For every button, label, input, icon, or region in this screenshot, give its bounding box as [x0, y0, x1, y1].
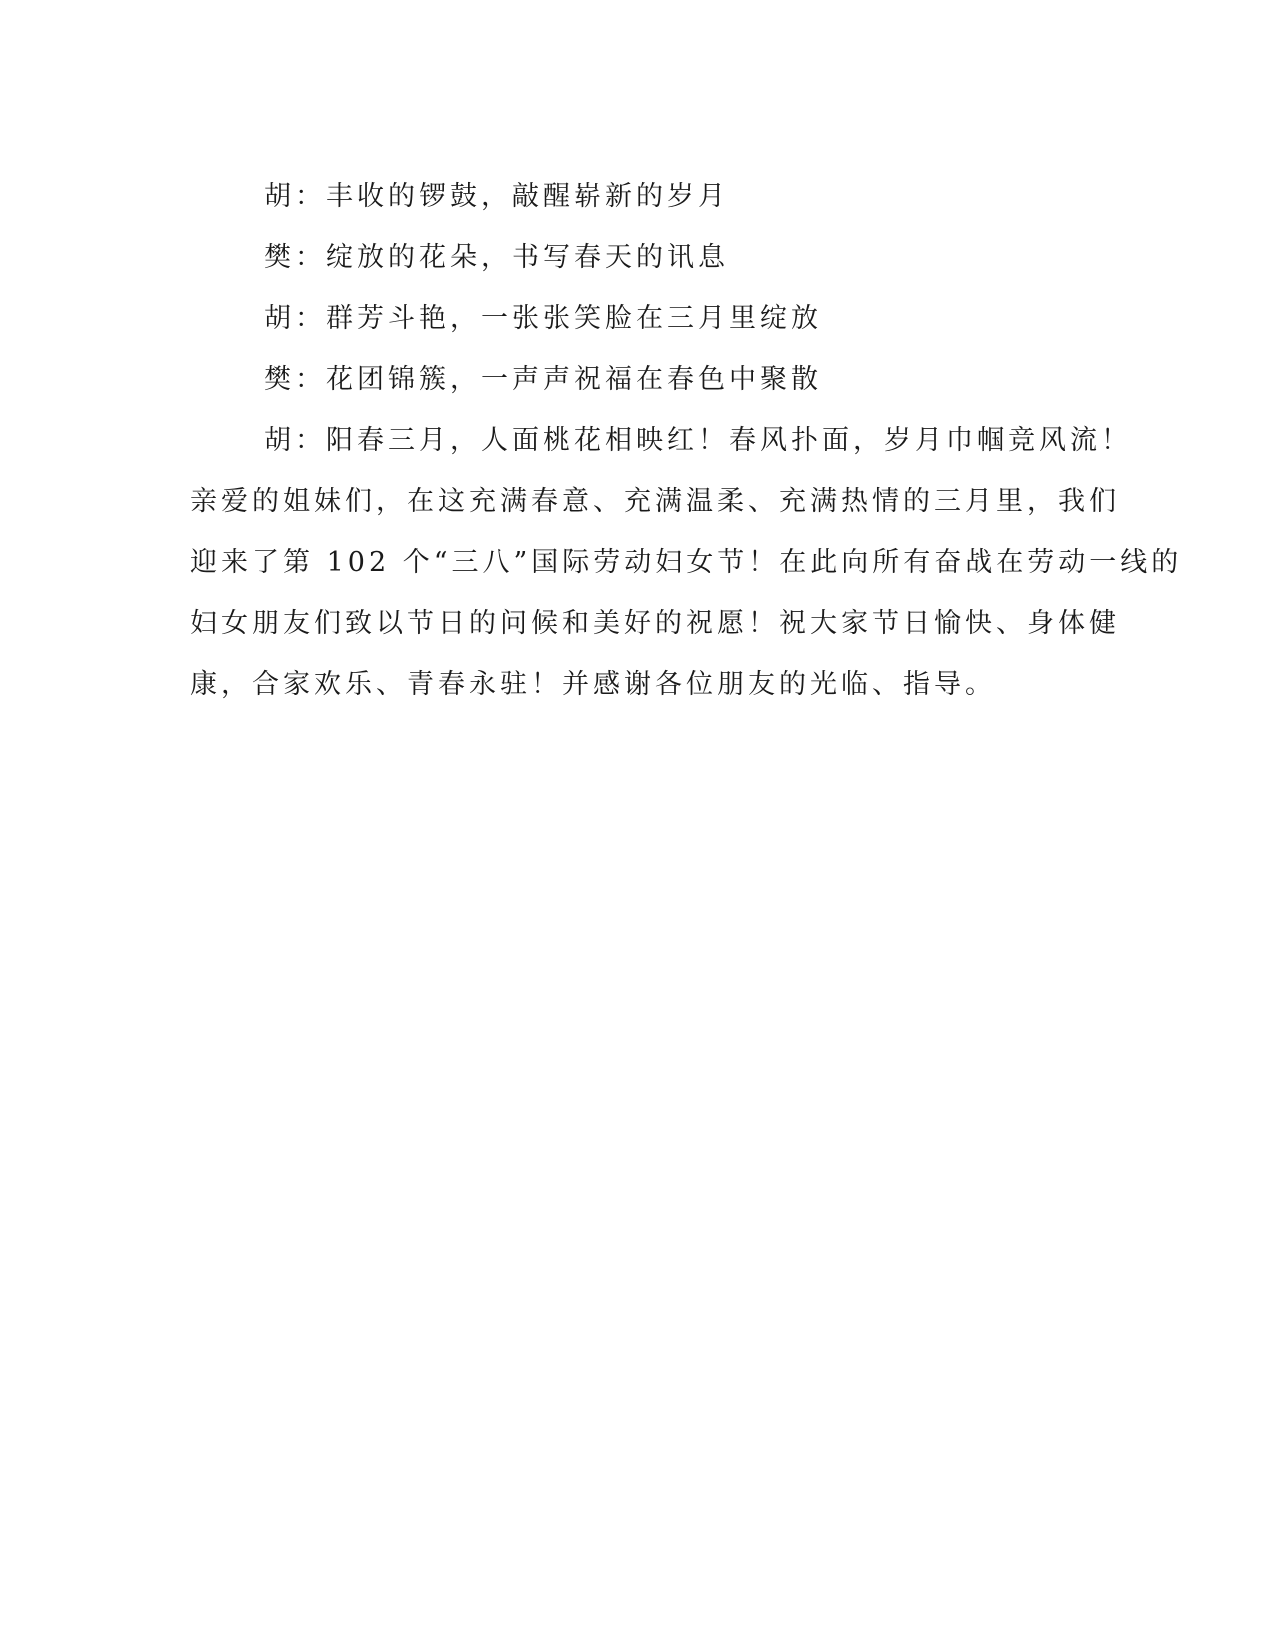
paragraph-line-1: 胡：阳春三月，人面桃花相映红！春风扑面，岁月巾帼竞风流！ — [264, 425, 1132, 456]
paragraph-line-4: 妇女朋友们致以节日的问候和美好的祝愿！祝大家节日愉快、身体健 — [190, 608, 1120, 639]
paragraph-line-2: 亲爱的姐妹们，在这充满春意、充满温柔、充满热情的三月里，我们 — [190, 486, 1120, 517]
dialogue-line-2: 樊：绽放的花朵，书写春天的讯息 — [264, 242, 729, 273]
dialogue-line-3: 胡：群芳斗艳，一张张笑脸在三月里绽放 — [264, 303, 822, 334]
dialogue-line-1: 胡：丰收的锣鼓，敲醒崭新的岁月 — [264, 181, 729, 212]
paragraph-line-5: 康，合家欢乐、青春永驻！并感谢各位朋友的光临、指导。 — [190, 669, 996, 700]
dialogue-line-4: 樊：花团锦簇，一声声祝福在春色中聚散 — [264, 364, 822, 395]
paragraph-line-3: 迎来了第 102 个“三八”国际劳动妇女节！在此向所有奋战在劳动一线的 — [190, 547, 1183, 578]
opening-paragraph — [190, 410, 1183, 715]
document-body — [190, 166, 1183, 715]
